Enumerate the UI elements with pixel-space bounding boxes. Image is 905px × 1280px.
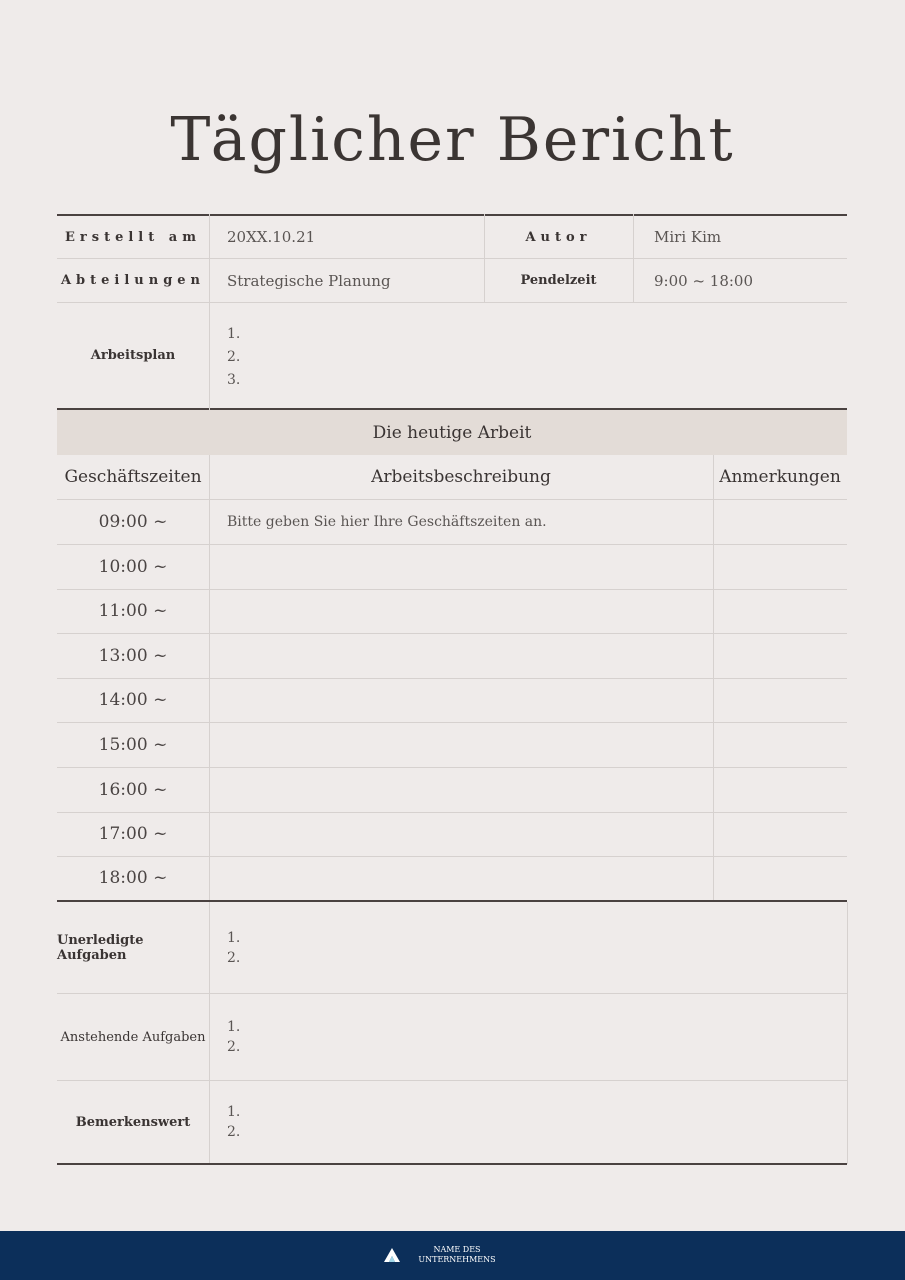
desc-cell[interactable]: [209, 678, 713, 722]
notes-cell[interactable]: [713, 767, 847, 812]
desc-cell[interactable]: [209, 589, 713, 633]
notes-cell[interactable]: [713, 633, 847, 678]
dept-label: Abteilungen: [60, 273, 206, 288]
company-logo-icon: [384, 1248, 400, 1262]
desc-cell[interactable]: [209, 856, 713, 900]
desc-cell[interactable]: Bitte geben Sie hier Ihre Geschäftszeiten an.: [227, 513, 547, 530]
footer: [0, 1231, 905, 1280]
divider: [209, 902, 210, 1164]
list-item: 3.: [227, 372, 241, 388]
time-cell: 09:00 ~: [98, 511, 168, 532]
time-cell: 14:00 ~: [98, 690, 168, 710]
commute-value[interactable]: 9:00 ~ 18:00: [654, 271, 754, 290]
plan-label: Arbeitsplan: [90, 348, 176, 363]
notes-cell[interactable]: [713, 812, 847, 856]
desc-cell[interactable]: [209, 633, 713, 678]
list-item: 2.: [227, 1124, 241, 1140]
notes-cell[interactable]: [713, 589, 847, 633]
time-cell: 10:00 ~: [98, 556, 168, 577]
dept-value[interactable]: Strategische Planung: [227, 271, 391, 290]
col-header-time: Geschäftszeiten: [64, 467, 202, 487]
commute-label: Pendelzeit: [520, 273, 597, 288]
upcoming-label: Anstehende Aufgaben: [60, 1029, 206, 1045]
notes-cell[interactable]: [713, 544, 847, 589]
plan-list[interactable]: [227, 323, 240, 392]
notes-cell[interactable]: [713, 722, 847, 767]
list-item: 2.: [227, 950, 241, 966]
list-item: 1.: [227, 930, 241, 946]
company-name-line2: UNTERNEHMENS: [418, 1255, 496, 1264]
notable-list[interactable]: [227, 1102, 240, 1142]
list-item: 1.: [227, 326, 241, 342]
upcoming-list[interactable]: [227, 1017, 240, 1057]
author-value[interactable]: Miri Kim: [654, 228, 722, 246]
col-header-notes: Anmerkungen: [719, 467, 841, 487]
notable-label: Bemerkenswert: [75, 1114, 191, 1130]
notes-cell[interactable]: [713, 678, 847, 722]
list-item: 1.: [227, 1019, 241, 1035]
list-item: 2.: [227, 1039, 241, 1055]
company-name-line1: NAME DES: [433, 1245, 481, 1254]
time-cell: 18:00 ~: [98, 868, 168, 888]
company-name: [410, 1245, 504, 1265]
desc-cell[interactable]: [209, 812, 713, 856]
unfinished-label: Unerledigte Aufgaben: [57, 932, 144, 963]
list-item: 1.: [227, 1104, 241, 1120]
section-heading: Die heutige Arbeit: [57, 410, 847, 455]
desc-cell[interactable]: [209, 767, 713, 812]
created-label: Erstellt am: [65, 229, 201, 245]
time-cell: 17:00 ~: [98, 824, 168, 844]
time-cell: 13:00 ~: [98, 645, 168, 666]
page-title: Täglicher Bericht: [170, 105, 735, 175]
col-header-desc: Arbeitsbeschreibung: [371, 467, 551, 487]
notes-cell[interactable]: [713, 856, 847, 900]
desc-cell[interactable]: [209, 544, 713, 589]
author-label: Autor: [525, 229, 592, 245]
unfinished-list[interactable]: [227, 928, 240, 968]
time-cell: 11:00 ~: [98, 601, 168, 621]
time-cell: 15:00 ~: [98, 734, 168, 755]
created-value[interactable]: 20XX.10.21: [227, 228, 316, 246]
divider: [57, 1163, 847, 1165]
time-cell: 16:00 ~: [98, 779, 168, 800]
notes-cell[interactable]: [713, 499, 847, 544]
divider: [847, 902, 848, 1164]
desc-cell[interactable]: [209, 722, 713, 767]
list-item: 2.: [227, 349, 241, 365]
